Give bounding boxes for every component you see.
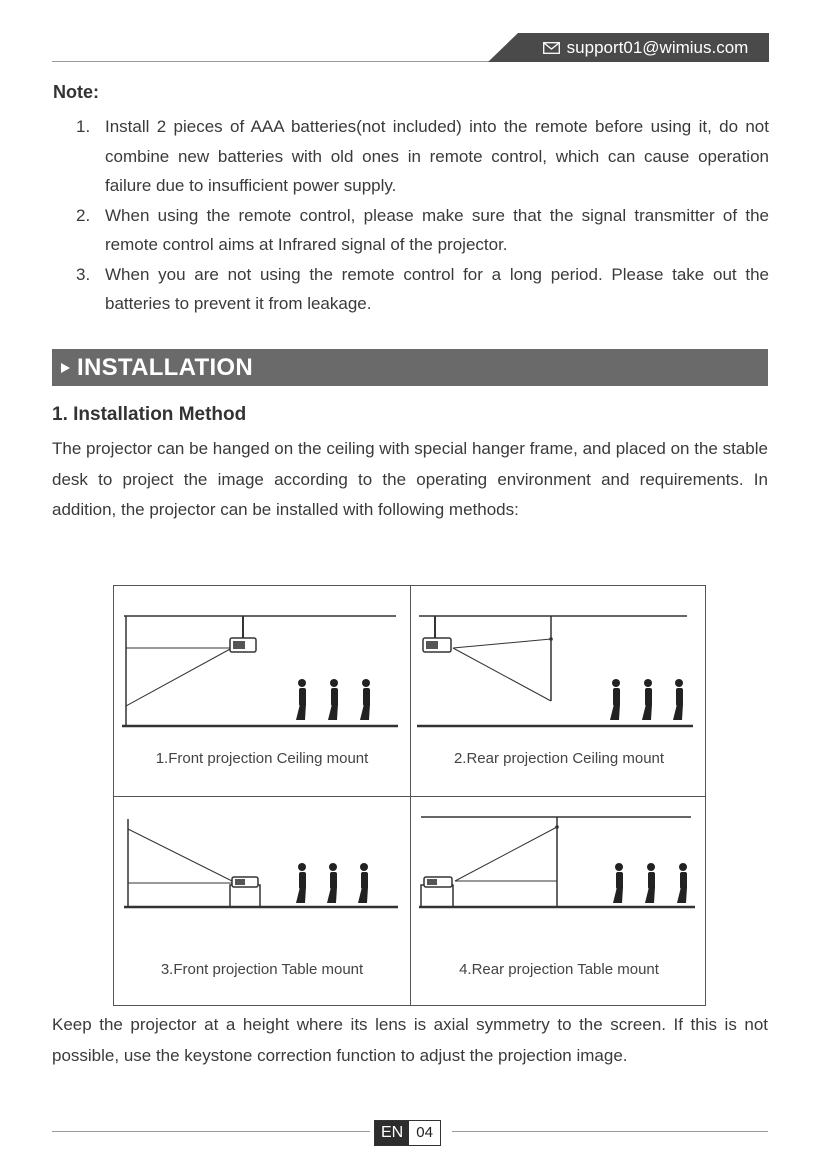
installation-intro: The projector can be hanged on the ceiling with special hanger frame, and placed on the stable desk to project the image according to the operating environment and requirements. In addition, the projector can be installed with following methods: [52, 439, 768, 520]
note-list [53, 112, 769, 319]
front-ceiling-cell [114, 586, 410, 796]
envelope-icon [543, 42, 560, 54]
note-text: When you are not using the remote control for a long period. Please take out the batteries to prevent it from leakage. [105, 264, 769, 313]
note-number: 2. [76, 205, 91, 225]
section-title: INSTALLATION [77, 353, 254, 381]
installation-methods-figure [113, 585, 706, 1006]
support-email[interactable]: support01@wimius.com [566, 37, 749, 57]
note-number: 1. [76, 117, 91, 136]
caption-front-table: 3.Front projection Table mount [160, 961, 364, 978]
note-item [53, 112, 769, 201]
page-number-badge [374, 1120, 441, 1146]
triangle-right-icon [61, 363, 70, 373]
installation-outro: Keep the projector at a height where its lens is axial symmetry to the screen. If this is not possible, use the keystone correction function to adjust the projection image. [52, 1015, 768, 1065]
rear-ceiling-cell [411, 586, 707, 796]
note-title: Note: [53, 82, 99, 102]
footer-rule-right [452, 1131, 768, 1132]
page-number: 04 [409, 1121, 440, 1145]
caption-rear-ceiling: 2.Rear projection Ceiling mount [453, 750, 665, 767]
section-header-installation [52, 349, 768, 386]
note-item [53, 260, 769, 319]
installation-method-title: 1. Installation Method [52, 404, 247, 425]
footer-rule-left [52, 1131, 370, 1132]
rear-table-cell [411, 797, 707, 1007]
language-label: EN [375, 1121, 409, 1145]
support-email-tab[interactable] [488, 33, 769, 62]
caption-rear-table: 4.Rear projection Table mount [459, 961, 659, 978]
front-table-cell [114, 797, 410, 1007]
note-text: Install 2 pieces of AAA batteries(not included) into the remote before using it, do not combine new batteries with old ones in remote control, which can cause operation failure due to insufficient power supply. [105, 117, 769, 195]
caption-front-ceiling: 1.Front projection Ceiling mount [155, 750, 369, 767]
email-content [522, 33, 769, 62]
note-text: When using the remote control, please make sure that the signal transmitter of the remote control aims at Infrared signal of the projector. [105, 205, 769, 254]
note-item [53, 201, 769, 260]
note-number: 3. [76, 264, 91, 284]
